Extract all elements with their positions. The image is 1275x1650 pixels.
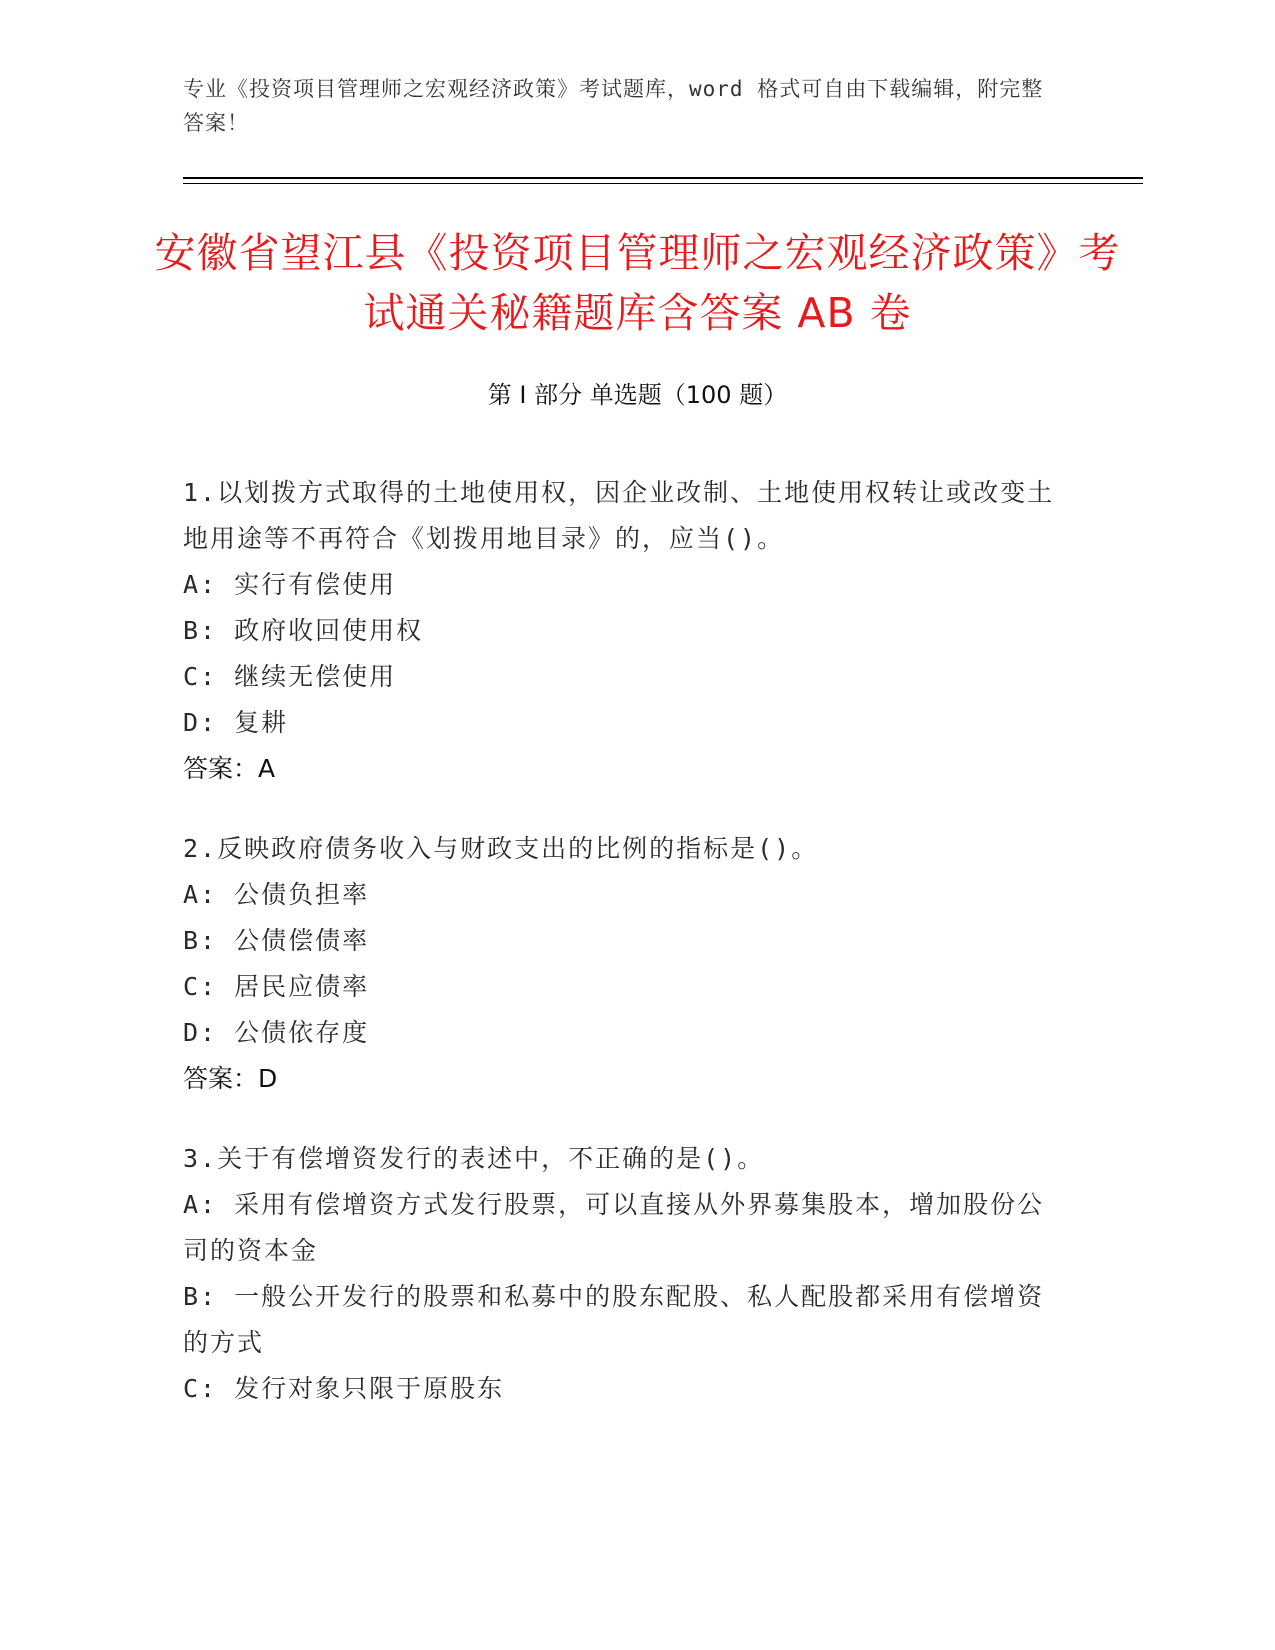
option-a: A: 公债负担率 bbox=[183, 880, 370, 909]
option-a: A: 采用有偿增资方式发行股票，可以直接从外界募集股本，增加股份公司的资本金 bbox=[183, 1190, 1045, 1265]
header-divider-thick bbox=[183, 177, 1143, 179]
question-1 bbox=[183, 470, 1063, 792]
section-heading: 第 I 部分 单选题（100 题） bbox=[487, 381, 788, 409]
option-b: B: 公债偿债率 bbox=[183, 926, 370, 955]
question-stem: 1.以划拨方式取得的土地使用权，因企业改制、土地使用权转让或改变土地用途等不再符合《划拨用地目录》的，应当()。 bbox=[183, 478, 1055, 553]
answer-line: 答案：A bbox=[183, 754, 276, 783]
question-2 bbox=[183, 826, 1063, 1102]
document-header-note: 专业《投资项目管理师之宏观经济政策》考试题库，word 格式可自由下载编辑，附完整答案！ bbox=[183, 77, 1044, 135]
option-d: D: 公债依存度 bbox=[183, 1018, 370, 1047]
question-3 bbox=[183, 1136, 1063, 1412]
option-b: B: 政府收回使用权 bbox=[183, 616, 424, 645]
option-c: C: 继续无偿使用 bbox=[183, 662, 397, 691]
option-c: C: 居民应债率 bbox=[183, 972, 370, 1001]
option-b: B: 一般公开发行的股票和私募中的股东配股、私人配股都采用有偿增资的方式 bbox=[183, 1282, 1045, 1357]
question-stem: 3.关于有偿增资发行的表述中，不正确的是()。 bbox=[183, 1144, 765, 1173]
option-c: C: 发行对象只限于原股东 bbox=[183, 1374, 505, 1403]
question-list bbox=[183, 470, 1063, 1446]
document-title: 安徽省望江县《投资项目管理师之宏观经济政策》考试通关秘籍题库含答案 AB 卷 bbox=[154, 229, 1121, 337]
option-d: D: 复耕 bbox=[183, 708, 289, 737]
header-divider-thin bbox=[183, 183, 1143, 184]
option-a: A: 实行有偿使用 bbox=[183, 570, 397, 599]
question-stem: 2.反映政府债务收入与财政支出的比例的指标是()。 bbox=[183, 834, 819, 863]
answer-line: 答案：D bbox=[183, 1064, 278, 1093]
